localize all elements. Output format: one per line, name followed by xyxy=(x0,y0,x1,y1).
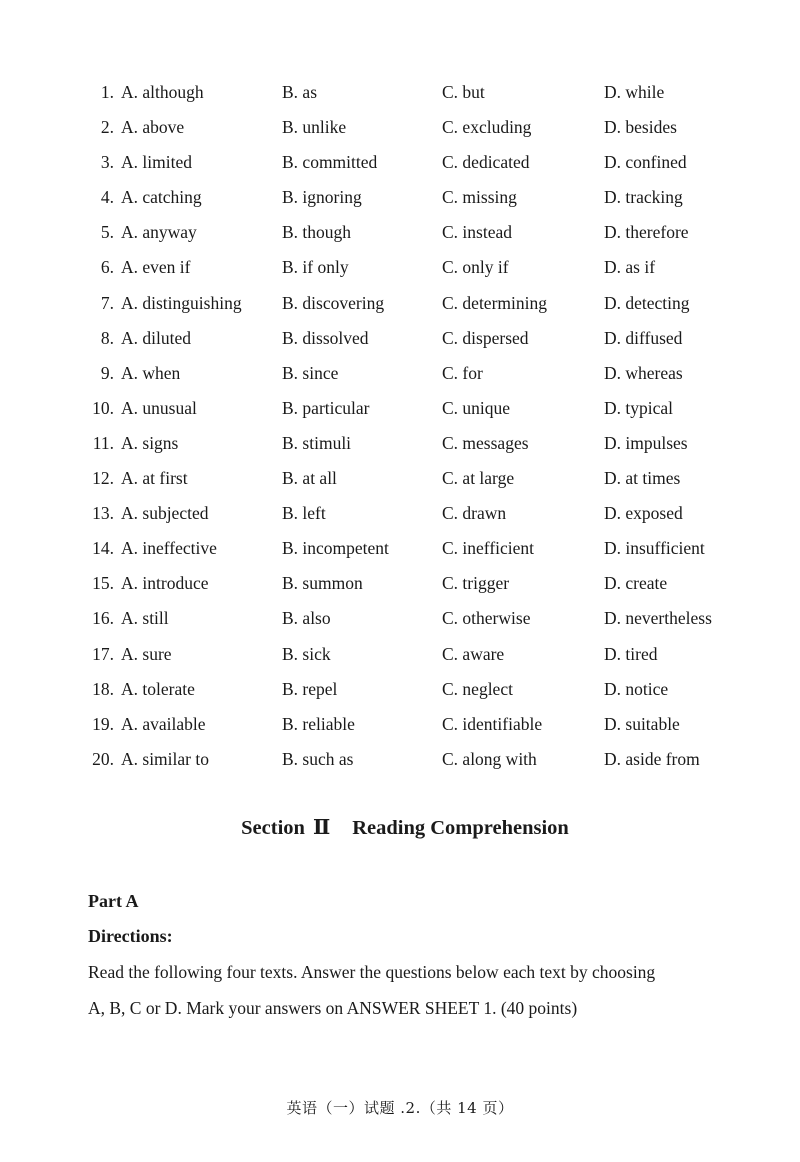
option-d: D. impulses xyxy=(604,432,688,453)
option-b: B. such as xyxy=(282,748,354,769)
question-number: 6. xyxy=(100,257,114,278)
option-a: A. available xyxy=(121,713,206,734)
directions-text xyxy=(88,955,728,1026)
option-b: B. stimuli xyxy=(282,432,352,453)
option-a: A. limited xyxy=(121,152,192,173)
option-d: D. confined xyxy=(604,152,687,173)
option-d: D. detecting xyxy=(604,292,690,313)
option-d: D. aside from xyxy=(604,748,700,769)
question-number: 19. xyxy=(92,713,114,734)
question-row xyxy=(0,215,800,250)
option-d: D. at times xyxy=(604,468,681,489)
option-a: A. signs xyxy=(121,432,179,453)
question-row xyxy=(0,461,800,496)
option-c: C. only if xyxy=(442,257,509,278)
option-b: B. since xyxy=(282,362,339,383)
question-number: 4. xyxy=(100,187,114,208)
option-b: B. though xyxy=(282,222,352,243)
question-number: 11. xyxy=(92,432,114,453)
question-number: 5. xyxy=(100,222,114,243)
question-row xyxy=(0,566,800,601)
directions-line-2: A, B, C or D. Mark your answers on ANSWER SHEET 1. (40 points) xyxy=(88,997,578,1018)
option-b: B. committed xyxy=(282,152,378,173)
option-b: B. incompetent xyxy=(282,538,389,559)
page-footer: 英语（一）试题 .2.（共 14 页） xyxy=(286,1099,514,1117)
option-d: D. as if xyxy=(604,257,656,278)
option-a: A. tolerate xyxy=(121,678,195,699)
question-row xyxy=(0,75,800,110)
question-number: 13. xyxy=(92,503,114,524)
option-d: D. suitable xyxy=(604,713,680,734)
option-d: D. while xyxy=(604,82,665,102)
option-d: D. diffused xyxy=(604,327,683,348)
question-row xyxy=(0,531,800,566)
question-row xyxy=(0,180,800,215)
section-heading xyxy=(0,815,800,840)
section-numeral: Ⅱ xyxy=(312,817,331,839)
option-a: A. distinguishing xyxy=(121,292,242,313)
option-a: A. catching xyxy=(121,187,202,208)
option-c: C. neglect xyxy=(442,678,513,699)
option-b: B. if only xyxy=(282,257,349,278)
option-a: A. at first xyxy=(121,468,188,489)
option-a: A. introduce xyxy=(121,573,209,594)
option-b: B. summon xyxy=(282,573,363,594)
question-row xyxy=(0,391,800,426)
option-c: C. dedicated xyxy=(442,152,530,173)
option-c: C. unique xyxy=(442,397,511,418)
question-number: 3. xyxy=(100,152,114,173)
option-a: A. similar to xyxy=(121,748,209,769)
question-row xyxy=(0,145,800,180)
option-d: D. nevertheless xyxy=(604,608,712,629)
question-number: 12. xyxy=(92,468,114,489)
question-number: 14. xyxy=(92,538,114,559)
part-label: Part A xyxy=(88,891,139,911)
option-c: C. inefficient xyxy=(442,538,535,559)
option-b: B. dissolved xyxy=(282,327,369,348)
option-a: A. although xyxy=(121,82,204,102)
option-d: D. therefore xyxy=(604,222,689,243)
option-c: C. aware xyxy=(442,643,505,664)
option-c: C. instead xyxy=(442,222,512,243)
option-c: C. messages xyxy=(442,432,529,453)
option-d: D. tracking xyxy=(604,187,683,208)
option-a: A. even if xyxy=(121,257,191,278)
question-number: 16. xyxy=(92,608,114,629)
option-b: B. as xyxy=(282,82,317,102)
option-d: D. create xyxy=(604,573,668,594)
option-b: B. repel xyxy=(282,678,338,699)
option-a: A. sure xyxy=(121,643,172,664)
option-c: C. but xyxy=(442,82,485,102)
question-row xyxy=(0,426,800,461)
option-c: C. otherwise xyxy=(442,608,531,629)
question-row xyxy=(0,637,800,672)
section-title: Reading Comprehension xyxy=(352,817,569,839)
question-number: 8. xyxy=(100,327,114,348)
question-number: 18. xyxy=(92,678,114,699)
option-c: C. at large xyxy=(442,468,515,489)
option-c: C. for xyxy=(442,362,483,383)
option-c: C. missing xyxy=(442,187,517,208)
question-number: 15. xyxy=(92,573,114,594)
option-a: A. still xyxy=(121,608,169,629)
question-row xyxy=(0,286,800,321)
question-number: 7. xyxy=(100,292,114,313)
option-a: A. anyway xyxy=(121,222,197,243)
option-b: B. sick xyxy=(282,643,331,664)
question-row xyxy=(0,110,800,145)
option-c: C. along with xyxy=(442,748,537,769)
option-b: B. also xyxy=(282,608,331,629)
option-a: A. above xyxy=(121,117,185,138)
option-c: C. trigger xyxy=(442,573,510,594)
question-number: 9. xyxy=(100,362,114,383)
option-c: C. determining xyxy=(442,292,547,313)
question-row xyxy=(0,742,800,777)
option-a: A. subjected xyxy=(121,503,209,524)
question-number: 2. xyxy=(100,117,114,138)
question-number: 1. xyxy=(100,82,114,102)
question-row xyxy=(0,321,800,356)
question-row xyxy=(0,672,800,707)
option-b: B. left xyxy=(282,503,326,524)
option-b: B. discovering xyxy=(282,292,385,313)
option-d: D. whereas xyxy=(604,362,683,383)
directions-label: Directions: xyxy=(88,926,173,946)
directions-line-1: Read the following four texts. Answer the questions below each text by choosing xyxy=(88,962,656,982)
question-number: 17. xyxy=(92,643,114,664)
option-d: D. tired xyxy=(604,643,658,664)
option-b: B. ignoring xyxy=(282,187,362,208)
option-d: D. typical xyxy=(604,397,674,418)
question-row xyxy=(0,250,800,285)
option-d: D. exposed xyxy=(604,503,683,524)
option-a: A. when xyxy=(121,362,181,383)
question-row xyxy=(0,496,800,531)
question-row xyxy=(0,707,800,742)
option-c: C. excluding xyxy=(442,117,532,138)
option-a: A. ineffective xyxy=(121,538,217,559)
question-row xyxy=(0,356,800,391)
option-b: B. particular xyxy=(282,397,370,418)
option-c: C. drawn xyxy=(442,503,507,524)
section-prefix: Section xyxy=(241,817,305,839)
question-row xyxy=(0,601,800,636)
cloze-options-list xyxy=(0,75,800,777)
option-d: D. besides xyxy=(604,117,677,138)
question-number: 10. xyxy=(92,397,114,418)
option-c: C. dispersed xyxy=(442,327,529,348)
option-b: B. at all xyxy=(282,468,337,489)
option-c: C. identifiable xyxy=(442,713,543,734)
option-a: A. diluted xyxy=(121,327,191,348)
option-b: B. unlike xyxy=(282,117,347,138)
option-d: D. insufficient xyxy=(604,538,705,559)
option-b: B. reliable xyxy=(282,713,355,734)
option-d: D. notice xyxy=(604,678,669,699)
question-number: 20. xyxy=(92,748,114,769)
option-a: A. unusual xyxy=(121,397,197,418)
